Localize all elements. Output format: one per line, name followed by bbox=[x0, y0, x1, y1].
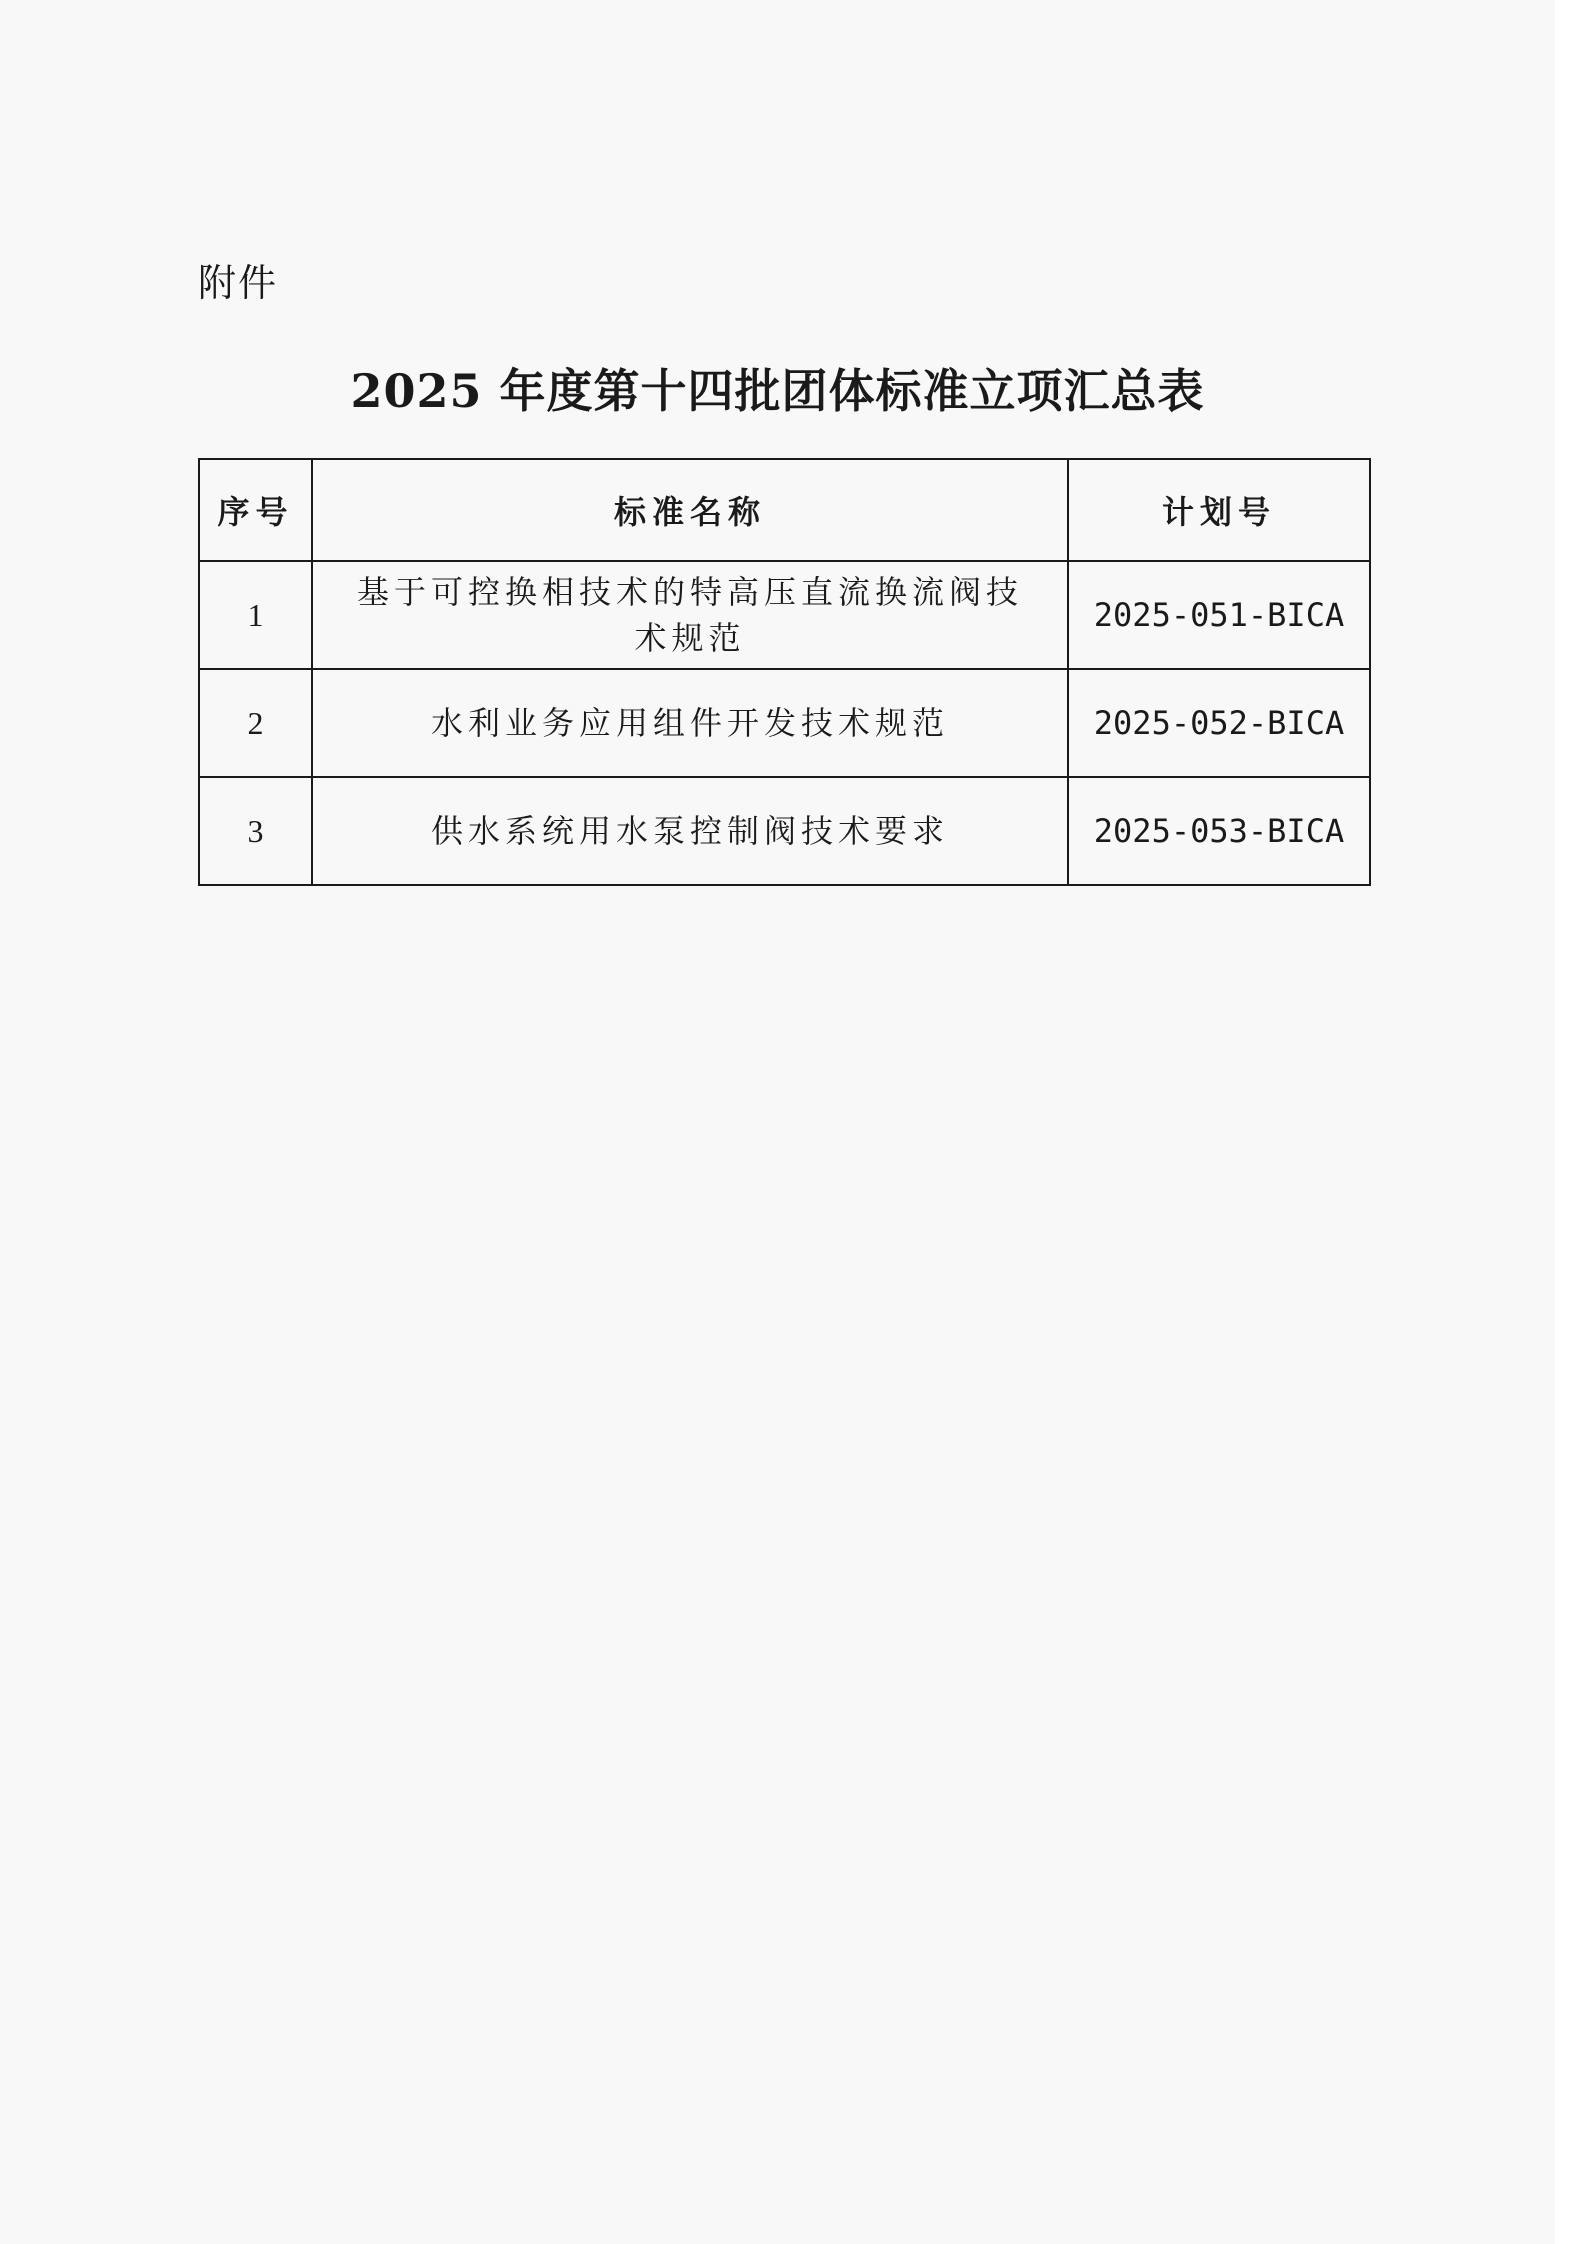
page-title: 2025 年度第十四批团体标准立项汇总表 bbox=[350, 364, 1205, 418]
row-plan-number: 2025-053-BICA bbox=[1068, 777, 1370, 885]
standards-summary-table bbox=[198, 458, 1371, 886]
header-seq: 序号 bbox=[199, 459, 312, 561]
row-standard-name: 水利业务应用组件开发技术规范 bbox=[312, 669, 1068, 777]
row-seq: 3 bbox=[199, 777, 312, 885]
table-row bbox=[199, 669, 1370, 777]
row-seq: 2 bbox=[199, 669, 312, 777]
row-standard-name: 供水系统用水泵控制阀技术要求 bbox=[312, 777, 1068, 885]
table-row bbox=[199, 777, 1370, 885]
row-plan-number: 2025-052-BICA bbox=[1068, 669, 1370, 777]
header-plan: 计划号 bbox=[1068, 459, 1370, 561]
row-plan-number: 2025-051-BICA bbox=[1068, 561, 1370, 669]
page-edge bbox=[1555, 0, 1587, 2244]
header-name: 标准名称 bbox=[312, 459, 1068, 561]
row-standard-name: 基于可控换相技术的特高压直流换流阀技术规范 bbox=[312, 561, 1068, 669]
attachment-label: 附件 bbox=[198, 261, 279, 305]
table-header-row bbox=[199, 459, 1370, 561]
row-seq: 1 bbox=[199, 561, 312, 669]
table-row bbox=[199, 561, 1370, 669]
